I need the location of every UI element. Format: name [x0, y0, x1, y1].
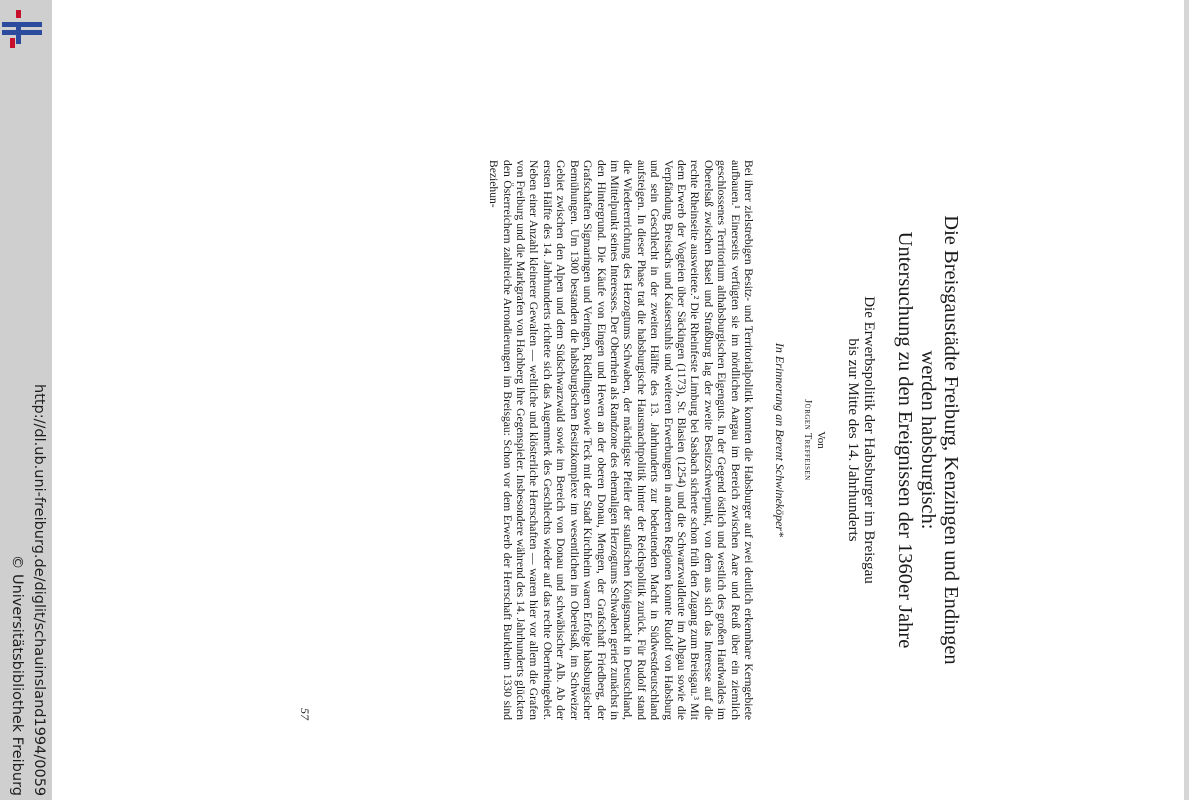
sidebar-source-info [4, 384, 50, 796]
scanned-page [282, 160, 962, 720]
article-title [893, 160, 962, 720]
author-name: Jürgen Treffeisen [802, 399, 813, 481]
byline-von: Von [815, 431, 827, 449]
source-url[interactable]: http://dl.ub.uni-freiburg.de/diglit/schauinsland1994/0059 [31, 384, 47, 797]
article-subtitle [845, 160, 877, 720]
dedication: In Erinnerung an Berent Schwineköper* [773, 342, 787, 538]
ub-freiburg-logo-icon [2, 8, 44, 50]
title-line: Untersuchung zu den Ereignissen der 1360er Jahre [894, 231, 916, 649]
subtitle-line: bis zur Mitte des 14. Jahrhunderts [845, 338, 861, 542]
sidebar [0, 0, 52, 800]
viewer-right-edge [1184, 0, 1189, 800]
page-number: 57 [298, 708, 312, 720]
body-paragraph: Bei ihrer zielstrebigen Besitz- und Territorialpolitik konnten die Habsburger auf zwei deutlich erkennbare Kerngebiete aufbauen.¹ Einerseits verfügten sie im nördlichen Aargau im Bereich zwischen Aare und Reuß über ein ziemlich geschlossenes Territorium althabsburgischen Eigenguts. In der Gegend östlich und westlich des großen Hardwaldes im Oberelsaß zwischen Basel und Straßburg lag der zweite Besitzschwerpunkt, von dem aus sich das Interesse auf die rechte Rheinseite ausweitete.² Die Rheinfeste Limburg bei Sasbach sicherte schon früh den Zugang zum Breisgau.³ Mit dem Erwerb der Vogteien über Säckingen (1173), St. Blasien (1254) und die Schwarzwaldleute im Albgau sowie die Verpfändung Breisachs und Kaiserstuhls und weiteren Erwerbungen in anderen Regionen konnte Rudolf von Habsburg und sein Geschlecht in der zweiten Hälfte des 13. Jahrhunderts zur bedeutenden Macht in Südwestdeutschland aufsteigen. In dieser Phase trat die habsburgische Hausmachtpolitik hinter der Reichspolitik zurück. Für Rudolf stand die Wiedererrichtung des Herzogtums Schwaben, der mächtigste Pfeiler der staufischen Königsmacht in Deutschland, im Mittelpunkt seines Interesses. Der Oberrhein als Randzone des ehemaligen Herzogtums Schwaben geriet zunächst in den Hintergrund. Die Käufe von Eingen und Hewen an der oberen Donau, Mengen, der Grafschaft Friedberg, der Grafschaften Sigmaringen und Veringen, Riedlingen sowie Teck mit der Stadt Kirchheim waren Erfolge habsburgischer Bemühungen. Um 1300 bestanden die habsburgischen Besitzkomplexe im wesentlichen im Oberelsaß, im Schweizer Gebiet zwischen den Alpen und dem Südschwarzwald sowie im Bereich von Donau und schwäbischer Alb. Ab der ersten Hälfte des 14. Jahrhunderts richtete sich das Augenmerk des Geschlechts wieder auf das rechte Oberrheingebiet. Neben einer Anzahl kleinerer Gewalten — weltliche und klösterliche Herrschaften — waren hier vor allem die Grafen von Freiburg und die Markgrafen von Hachberg ihre Gegenspieler. Insbesondere während des 14. Jahrhunderts glückten den Österreichern zahlreiche Arrondierungen im Breisgau: Schon vor dem Erwerb der Herrschaft Burkheim 1330 sind Beziehun- [487, 160, 755, 720]
title-line: Die Breisgaustädte Freiburg, Kenzingen und Endingen [940, 215, 962, 665]
copyright-notice: © Universitätsbibliothek Freiburg [9, 554, 25, 796]
title-line: werden habsburgisch: [917, 350, 939, 530]
subtitle-line: Die Erwerbspolitik der Habsburger im Breisgau [861, 296, 877, 584]
